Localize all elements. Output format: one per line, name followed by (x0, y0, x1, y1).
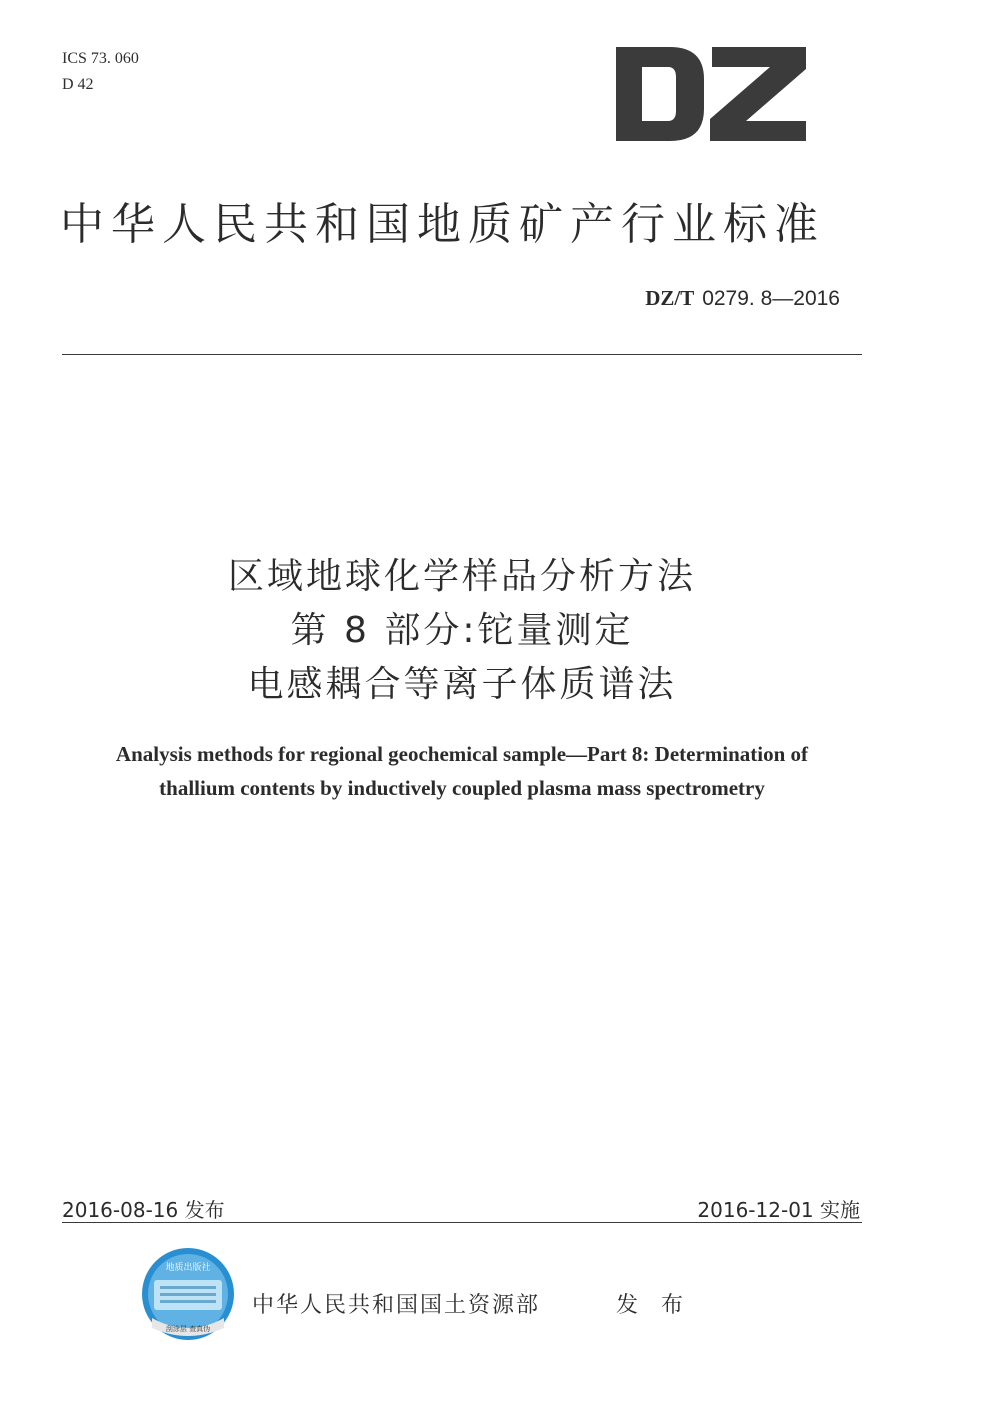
standard-number (645, 286, 840, 311)
title-en-line-1: Analysis methods for regional geochemical sample—Part 8: Determination of (115, 742, 809, 766)
implementation-date: 2016-12-01 实施 (697, 1198, 860, 1222)
logo-letter-d (616, 47, 704, 141)
ccs-code: D 42 (62, 76, 94, 93)
standard-number-prefix: DZ/T (645, 286, 695, 310)
title-cn-line-1: 区域地球化学样品分析方法 (227, 556, 696, 597)
title-cn-line-2: 第 8 部分:铊量测定 (290, 610, 634, 651)
top-divider (62, 354, 862, 355)
bottom-divider (62, 1222, 862, 1223)
logo-letter-z (710, 47, 806, 141)
title-cn-line-3: 电感耦合等离子体质谱法 (247, 664, 677, 705)
anti-counterfeit-seal-icon (138, 1248, 238, 1344)
publish-label: 发 布 (616, 1293, 691, 1318)
standard-number-value: 0279. 8—2016 (702, 287, 840, 310)
title-en-line-2: thallium contents by inductively coupled plasma mass spectrometry (159, 776, 765, 800)
classification-codes (62, 46, 139, 98)
seal-publisher-text: 地质出版社 (165, 1263, 211, 1273)
issue-date: 2016-08-16 发布 (62, 1198, 225, 1222)
dz-logo (612, 45, 808, 143)
seal-bottom-text: 刮涂层 查真伪 (165, 1325, 211, 1333)
ics-code: ICS 73. 060 (62, 50, 139, 67)
standard-category-title: 中华人民共和国地质矿产行业标准 (60, 199, 825, 250)
publisher-name: 中华人民共和国国土资源部 (252, 1293, 541, 1318)
